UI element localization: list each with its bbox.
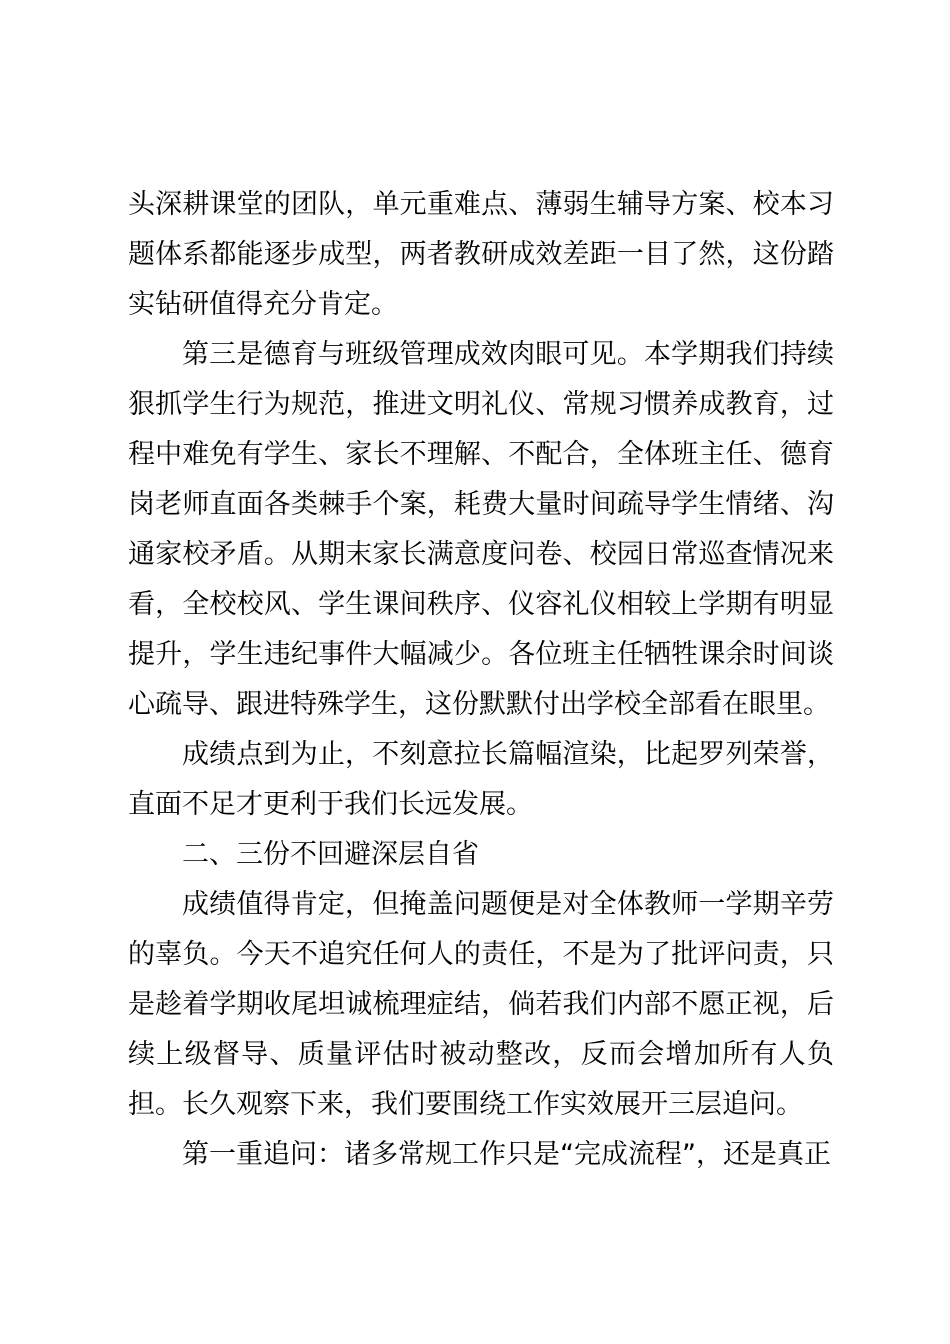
paragraph-moral-education: 第三是德育与班级管理成效肉眼可见。本学期我们持续狠抓学生行为规范，推进文明礼仪、常规习惯养成教育，过程中难免有学生、家长不理解、不配合，全体班主任、德育岗老师直面各类棘手个案，耗费大量时间疏导学生情绪、沟通家校矛盾。从期末家长满意度问卷、校园日常巡查情况来看，全校校风、学生课间秩序、仪容礼仪相较上学期有明显提升，学生违纪事件大幅减少。各位班主任牺牲课余时间谈心疏导、跟进特殊学生，这份默默付出学校全部看在眼里。 [128, 339, 834, 720]
section-heading: 二、三份不回避深层自省 [182, 839, 479, 870]
paragraph-reflection: 成绩值得肯定，但掩盖问题便是对全体教师一学期辛劳的辜负。今天不追究任何人的责任，不是为了批评问责，只是趁着学期收尾坦诚梳理症结，倘若我们内部不愿正视，后续上级督导、质量评估时被动整改，反而会增加所有人负担。长久观察下来，我们要围绕工作实效展开三层追问。 [128, 889, 834, 1120]
paragraph-first-question: 第一重追问：诸多常规工作只是“完成流程”，还是真正 [182, 1139, 831, 1170]
document-body [128, 180, 834, 1180]
paragraph-continued: 头深耕课堂的团队，单元重难点、薄弱生辅导方案、校本习题体系都能逐步成型，两者教研成效差距一目了然，这份踏实钻研值得充分肯定。 [128, 189, 834, 320]
paragraph-summary: 成绩点到为止，不刻意拉长篇幅渲染，比起罗列荣誉，直面不足才更利于我们长远发展。 [128, 739, 834, 820]
